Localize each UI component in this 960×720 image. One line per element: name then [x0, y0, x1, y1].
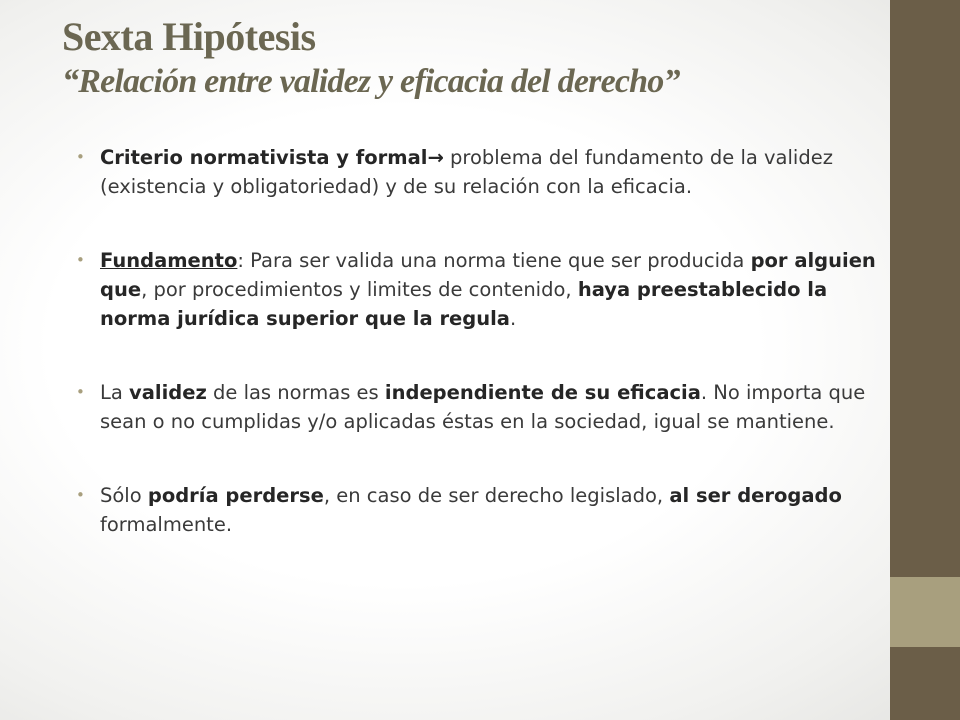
bullet-item-perderse: [76, 481, 881, 539]
bullet-text: de las normas es: [206, 381, 385, 404]
slide-title: [62, 14, 882, 104]
bullet-text-bold: Criterio normativista y formal: [100, 146, 428, 169]
bullet-text: Sólo: [100, 484, 148, 507]
bullet-text: La: [100, 381, 130, 404]
bullet-text-bold-underline: Fundamento: [100, 249, 238, 272]
bullet-text: : Para ser valida una norma tiene que ser producida: [237, 249, 751, 272]
bullet-icon: •: [76, 148, 85, 166]
title-subtitle: “Relación entre validez y eficacia del derecho”: [62, 63, 680, 100]
bullet-text-bold: haya preestablecido la norma jurídica superior que la regula: [100, 278, 828, 330]
bullet-item-criterio: [76, 143, 881, 201]
bullet-item-validez: [76, 378, 881, 436]
bullet-text-bold: podría perderse: [147, 484, 324, 507]
bullet-text-bold: independiente de su eficacia: [384, 381, 701, 404]
side-bar-top: [890, 0, 960, 577]
bullet-icon: •: [76, 383, 85, 401]
bullet-icon: •: [76, 251, 85, 269]
bullet-text: , en caso de ser derecho legislado,: [323, 484, 670, 507]
side-bar-bottom: [890, 647, 960, 720]
title-main: Sexta Hipótesis: [62, 14, 316, 59]
bullet-item-fundamento: [76, 246, 881, 333]
bullet-text: formalmente.: [100, 513, 233, 536]
bullet-text-bold: al ser derogado: [669, 484, 842, 507]
bullet-text: .: [509, 307, 517, 330]
bullet-text-bold: por alguien que: [100, 249, 876, 301]
bullet-text: . No importa que sean o no cumplidas y/o aplicadas éstas en la sociedad, igual se mantiene.: [100, 381, 866, 433]
bullet-text-bold: validez: [129, 381, 207, 404]
bullet-icon: •: [76, 486, 85, 504]
bullet-text: problema del fundamento de la validez (existencia y obligatoriedad) y de su relación con la eficacia.: [100, 146, 833, 198]
bullet-text: , por procedimientos y limites de contenido,: [141, 278, 578, 301]
bullet-list: [76, 143, 881, 584]
side-bar-accent: [890, 577, 960, 647]
arrow-right-icon: →: [427, 146, 444, 169]
